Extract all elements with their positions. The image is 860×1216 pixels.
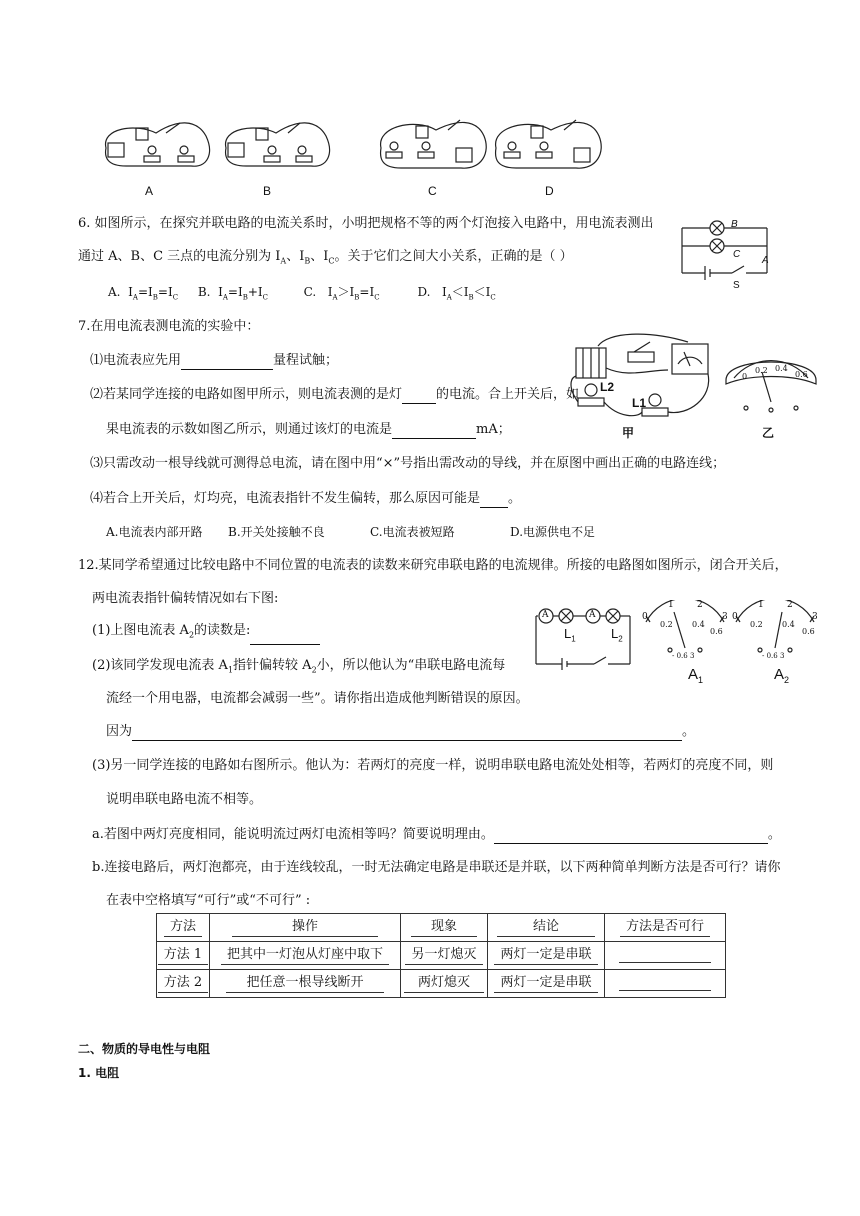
q7-option-d[interactable]: D.电源供电不足 xyxy=(510,525,596,539)
q12-pb: b.连接电路后，两灯泡都亮，由于连线较乱，一时无法确定电路是串联还是并联，以下两种简单判断方法是否可行？请你 xyxy=(92,860,781,875)
figure-label-a: A xyxy=(145,184,154,198)
q12-meter-label-a2: $A_2$ xyxy=(774,666,790,685)
q6-line2-text: 通过 A、B、C 三点的电流分别为 I xyxy=(78,249,281,264)
q7-option-c[interactable]: C.电流表被短路 xyxy=(370,525,455,539)
q12-pa: a.若图中两灯亮度相同，能说明流过两灯电流相等吗？简要说明理由。 。 xyxy=(92,827,781,842)
q6-fig-label-b: B xyxy=(731,219,738,230)
table-cell: 把其中一灯泡从灯座中取下 xyxy=(210,942,401,970)
q6-line2 xyxy=(78,248,573,271)
q7-p3: ⑶只需改动一根导线就可测得总电流，请在图中用“×”号指出需改动的导线，并在原图中画出正确的电路连线； xyxy=(90,456,726,471)
q7-title: 7.在用电流表测电流的实验中： xyxy=(78,319,260,334)
q12-p3: (3)另一同学连接的电路如右图所示。他认为：若两灯的亮度一样，说明串联电路电流处处相等，若两灯的亮度不同，则 xyxy=(92,758,774,773)
table-cell: 方法 2 xyxy=(157,970,210,998)
q12-meter-label-a1: $A_1$ xyxy=(688,666,704,685)
q12-a1-terminals: - 0.6 3 xyxy=(672,652,695,660)
q12-title: 12.某同学希望通过比较电路中不同位置的电流表的读数来研究串联电路的电流规律。所接的电路图如图所示，闭合开关后， xyxy=(78,558,788,573)
q12-a1-tick-06: 0.6 xyxy=(710,627,723,636)
q7-yi-tick-04: 0.4 xyxy=(775,364,788,373)
q12-fig-ammeter-a-left: A xyxy=(542,610,549,620)
table-header: 方法 xyxy=(157,914,210,942)
q7-yi-tick-06: 0.6 xyxy=(795,370,808,379)
q7-ammeter-yi xyxy=(722,350,820,422)
q12-fig-label-l2: $L_2$ xyxy=(611,626,623,644)
q7-p1: ⑴电流表应先用 量程试触； xyxy=(90,353,339,368)
q7-yi-tick-02: 0.2 xyxy=(755,366,768,375)
q12-a1-tick-04: 0.4 xyxy=(692,620,705,629)
q7-fig-label-l1: L1 xyxy=(632,396,647,410)
table-header: 操作 xyxy=(210,914,401,942)
table-cell: 另一灯熄灭 xyxy=(401,942,488,970)
q12-a2-tick-2: 2 xyxy=(787,600,793,610)
q7-p2: ⑵若某同学连接的电路如图甲所示，则电流表测的是灯 的电流。合上开关后，如 xyxy=(90,387,580,402)
figure-label-b: B xyxy=(263,184,272,198)
circuit-options-figure xyxy=(96,108,616,198)
q7-yi-tick-0: 0 xyxy=(742,372,748,381)
q6-parallel-circuit xyxy=(672,208,782,288)
table-row xyxy=(157,942,726,970)
table-header: 结论 xyxy=(488,914,605,942)
q12-p1: (1)上图电流表 $A_2$的读数是: xyxy=(92,622,320,645)
table-header: 现象 xyxy=(401,914,488,942)
q12-a2-tick-06: 0.6 xyxy=(802,627,815,636)
table-answer-cell[interactable] xyxy=(605,970,726,998)
q12-a2-tick-02: 0.2 xyxy=(750,620,763,629)
table-answer-cell[interactable] xyxy=(605,942,726,970)
section2-heading: 二、物质的导电性与电阻 xyxy=(78,1042,211,1056)
q12-p2: (2)该同学发现电流表 $A_1$指针偏转较 $A_2$小，所以他认为“串联电路电流每 xyxy=(92,658,506,675)
table-cell: 两灯一定是串联 xyxy=(488,942,605,970)
q6-option-a[interactable]: A. $I_A=I_B=I_C$ xyxy=(108,285,179,302)
table-cell: 方法 1 xyxy=(157,942,210,970)
q12-a1-tick-02: 0.2 xyxy=(660,620,673,629)
q6-line1: 6. 如图所示，在探究并联电路的电流关系时，小明把规格不等的两个灯泡接入电路中，用电流表测出 xyxy=(78,216,654,231)
q6-option-b[interactable]: B. $I_A=I_B+I_C$ xyxy=(197,285,269,302)
q7-blank-range[interactable] xyxy=(181,355,273,370)
table-header: 方法是否可行 xyxy=(605,914,726,942)
q12-because: 因为 。 xyxy=(106,724,696,739)
q7-blank-current[interactable] xyxy=(392,424,476,439)
q7-circuit-jia xyxy=(568,328,718,433)
q6-sub-a: A xyxy=(280,256,287,266)
q12-p2-cont: 流经一个用电器，电流都会减弱一些”。请你指出造成他判断错误的原因。 xyxy=(106,691,529,706)
q6-line2-end: 。关于它们之间大小关系，正确的是（ ） xyxy=(334,249,573,264)
table-header-row xyxy=(157,914,726,942)
section2-subheading: 1. 电阻 xyxy=(78,1066,120,1080)
q6-options xyxy=(108,283,496,306)
q12-a2-tick-0: 0 xyxy=(732,612,738,622)
figure-label-d: D xyxy=(545,184,554,198)
q12-a2-tick-04: 0.4 xyxy=(782,620,795,629)
q12-p3-cont: 说明串联电路电流不相等。 xyxy=(106,792,263,807)
q6-line2-sep1: 、I xyxy=(286,249,305,264)
q7-p2-cont: 果电流表的示数如图乙所示，则通过该灯的电流是 mA； xyxy=(106,422,511,437)
q6-sub-c: C xyxy=(328,256,335,266)
figure-label-c: C xyxy=(428,184,437,198)
table-cell: 两灯一定是串联 xyxy=(488,970,605,998)
table-row xyxy=(157,970,726,998)
method-table xyxy=(156,913,726,998)
q6-fig-label-c: C xyxy=(733,249,741,260)
q7-fig-label-yi: 乙 xyxy=(762,426,775,440)
q12-blank-because[interactable] xyxy=(132,726,682,741)
q12-a2-tick-3: 3 xyxy=(812,612,818,622)
table-cell: 两灯熄灭 xyxy=(401,970,488,998)
q12-blank-a2[interactable] xyxy=(250,630,320,645)
table-cell: 把任意一根导线断开 xyxy=(210,970,401,998)
q7-option-b[interactable]: B.开关处接触不良 xyxy=(228,525,325,539)
q7-fig-label-l2: L2 xyxy=(600,380,615,394)
q7-fig-label-jia: 甲 xyxy=(622,426,635,440)
q12-fig-ammeter-a-right: A xyxy=(589,610,596,620)
q6-option-d[interactable]: D. $I_A<I_B<I_C$ xyxy=(417,285,496,302)
q7-option-a[interactable]: A.电流表内部开路 xyxy=(106,525,203,539)
q7-blank-reason[interactable] xyxy=(480,493,508,508)
q12-a2-terminals: - 0.6 3 xyxy=(762,652,785,660)
q7-options xyxy=(106,523,595,541)
q12-title2: 两电流表指针偏转情况如右下图: xyxy=(92,591,279,606)
q6-line2-sep2: 、I xyxy=(310,249,329,264)
q12-a1-tick-0: 0 xyxy=(642,612,648,622)
q6-sub-b: B xyxy=(304,256,311,266)
q12-a1-tick-2: 2 xyxy=(697,600,703,610)
q6-option-c[interactable]: C. $I_A>I_B=I_C$ xyxy=(303,285,380,302)
q12-fig-label-l1: $L_1$ xyxy=(564,626,576,644)
q12-a2-tick-1: 1 xyxy=(758,600,764,610)
q12-a1-tick-1: 1 xyxy=(668,600,674,610)
q7-blank-lamp[interactable] xyxy=(402,389,436,404)
q12-blank-reason[interactable] xyxy=(494,829,768,844)
q7-p4: ⑷若合上开关后，灯均亮，电流表指针不发生偏转，那么原因可能是 。 xyxy=(90,491,522,506)
q12-a1-tick-3: 3 xyxy=(722,612,728,622)
q12-pb-cont: 在表中空格填写“可行”或“不可行” : xyxy=(106,893,311,908)
q6-fig-label-s: S xyxy=(733,280,740,291)
q6-fig-label-a: A xyxy=(762,255,769,266)
